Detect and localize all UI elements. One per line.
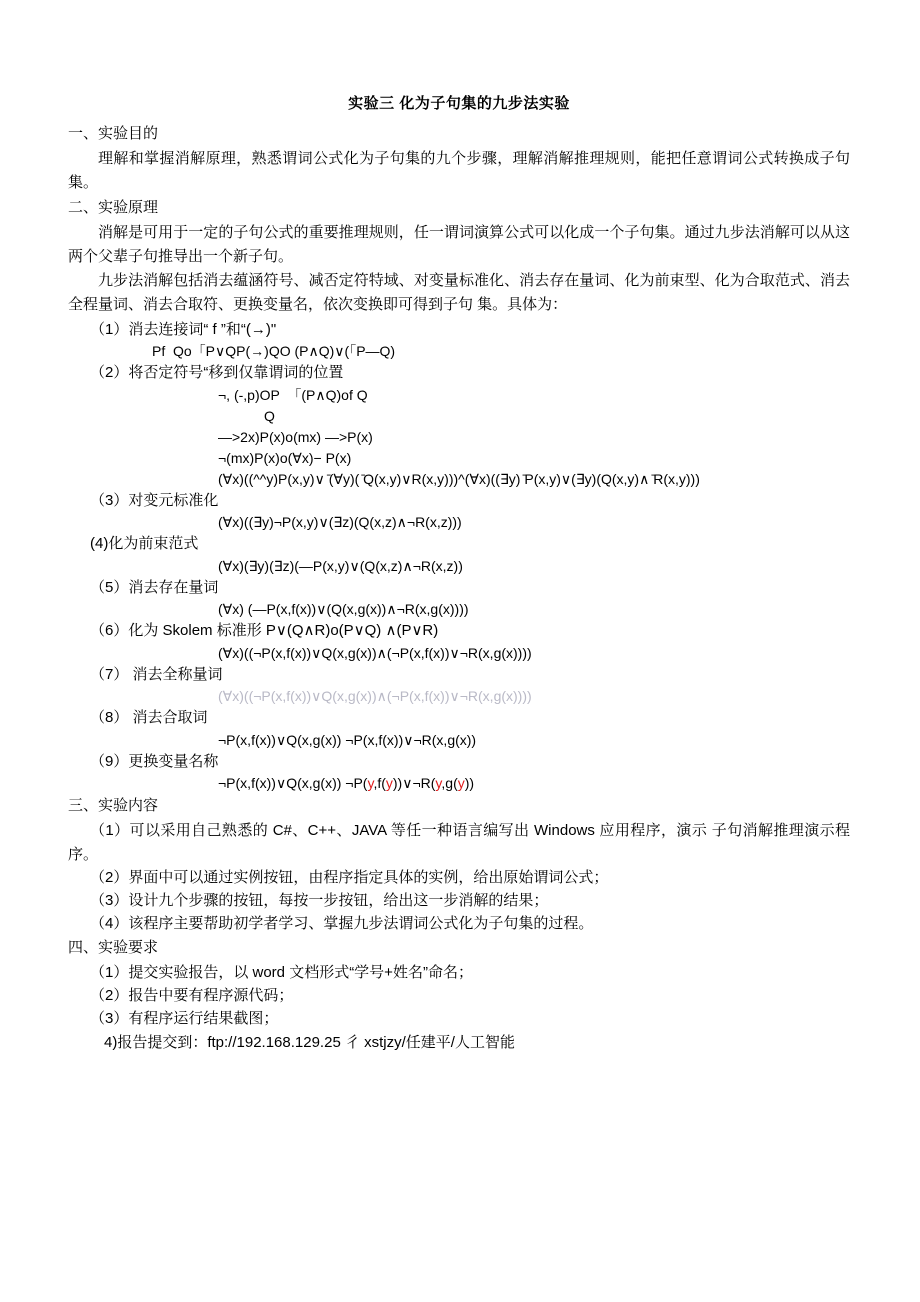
section-1-paragraph-1: 理解和掌握消解原理，熟悉谓词公式化为子句集的九个步骤，理解消解推理规则，能把任意谓词公式转换成子句集。 (68, 150, 850, 191)
section-4-item-4: 4)报告提交到：ftp://192.168.129.25 彳 xstjzy/任建平/人工智能 (104, 1033, 515, 1051)
section-number-1: 一、 (68, 125, 99, 142)
step-1-label: （1）消去连接词“ f ”和“(→)" (90, 320, 277, 338)
section-3-item-3: （3）设计九个步骤的按钮，每按一步按钮，给出这一步消解的结果； (90, 892, 549, 910)
step-2-formula-4: ¬(mx)P(x)o(∀x)− P(x) (218, 449, 352, 466)
step-7-label: （7） 消去全称量词 (90, 665, 223, 683)
step-4-label: (4)化为前束范式 (90, 535, 199, 553)
section-heading-1 (68, 122, 850, 145)
section-number-4: 四、 (68, 938, 99, 956)
section-title-3: 实验内容 (98, 797, 159, 815)
section-number-3: 三、 (68, 797, 99, 815)
step-4-formula-1: (∀x)(∃y)(∃z)(—P(x,y)∨(Q(x,z)∧¬R(x,z)) (218, 557, 463, 574)
step-2-formula-3: —>2x)P(x)o(mx) —>P(x) (218, 428, 373, 445)
step-2-label: （2）将否定符号“移到仅靠谓词的位置 (90, 364, 344, 382)
renamed-variable: y (457, 775, 465, 792)
section-title-1: 实验目的 (98, 125, 159, 142)
renamed-variable: y (367, 775, 374, 792)
renamed-variable: y (385, 775, 393, 792)
section-3-item-1: （1）可以采用自己熟悉的 C#、C++、JAVA 等任一种语言编写出 Windows 应用程序，演示 子句消解推理演示程序。 (68, 822, 850, 863)
step-9-formula-1: ¬P(x,f(x))∨Q(x,g(x)) ¬P(y,f(y))∨¬R(y,g(y)) (218, 775, 475, 792)
section-4-item-2: （2）报告中要有程序源代码； (90, 987, 294, 1005)
section-4-item-1: （1）提交实验报告，以 word 文档形式“学号+姓名”命名； (90, 963, 473, 981)
step-2-formula-1: ¬, (-,p)OP 「(P∧Q)of Q (218, 386, 368, 403)
step-2-formula-2: Q (264, 407, 275, 424)
section-title-4: 实验要求 (98, 938, 159, 956)
section-4-item-3: （3）有程序运行结果截图； (90, 1010, 279, 1028)
step-7-formula-1: (∀x)((¬P(x,f(x))∨Q(x,g(x))∧(¬P(x,f(x))∨¬R(x,g(x)))) (218, 688, 532, 705)
page-title: 实验三 化为子句集的九步法实验 (348, 95, 570, 112)
step-8-formula-1: ¬P(x,f(x))∨Q(x,g(x)) ¬P(x,f(x))∨¬R(x,g(x)) (218, 731, 477, 748)
step-2-formula-5: (∀x)((^^y)P(x,y)∨ ̄(∀y)( ̄Q(x,y)∨R(x,y)))^(∀x)((∃y) ̄P(x,y)∨(∃y)(Q(x,y)∧ ̄R(x,y))) (218, 470, 700, 487)
section-heading-4 (68, 936, 850, 959)
step-5-formula-1: (∀x) (—P(x,f(x))∨(Q(x,g(x))∧¬R(x,g(x)))) (218, 601, 469, 618)
nine-steps-list (68, 319, 850, 795)
section-heading-3 (68, 794, 850, 817)
section-title-2: 实验原理 (98, 198, 159, 216)
step-6-label: （6）化为 Skolem 标准形 P∨(Q∧R)o(P∨Q) ∧(P∨R) (90, 622, 439, 640)
section-heading-2 (68, 196, 850, 219)
step-3-label: （3）对变元标准化 (90, 491, 219, 509)
step-1-formula-1: Pf Qo「P∨QP(→)QO (P∧Q)∨(「P—Q) (152, 343, 396, 360)
step-5-label: （5）消去存在量词 (90, 578, 219, 596)
section-3-item-4: （4）该程序主要帮助初学者学习、掌握九步法谓词公式化为子句集的过程。 (90, 915, 594, 933)
step-8-label: （8） 消去合取词 (90, 709, 208, 727)
renamed-variable: y (435, 775, 442, 792)
step-3-formula-1: (∀x)((∃y)¬P(x,y)∨(∃z)(Q(x,z)∧¬R(x,z))) (218, 514, 462, 531)
section-2-paragraph-2: 九步法消解包括消去蕴涵符号、减否定符特域、对变量标准化、消去存在量词、化为前束型、化为合取范式、消去全程量词、消去合取符、更换变量名，依次变换即可得到子句 集。具体为： (68, 272, 850, 313)
section-number-2: 二、 (68, 198, 99, 216)
step-9-label: （9）更换变量名称 (90, 752, 219, 770)
section-3-item-2: （2）界面中可以通过实例按钮，由程序指定具体的实例，给出原始谓词公式； (90, 868, 609, 886)
step-6-formula-1: (∀x)((¬P(x,f(x))∨Q(x,g(x))∧(¬P(x,f(x))∨¬R(x,g(x)))) (218, 644, 532, 661)
section-2-paragraph-1: 消解是可用于一定的子句公式的重要推理规则，任一谓词演算公式可以化成一个子句集。通过九步法消解可以从这两个父辈子句推导出一个新子句。 (68, 223, 850, 265)
